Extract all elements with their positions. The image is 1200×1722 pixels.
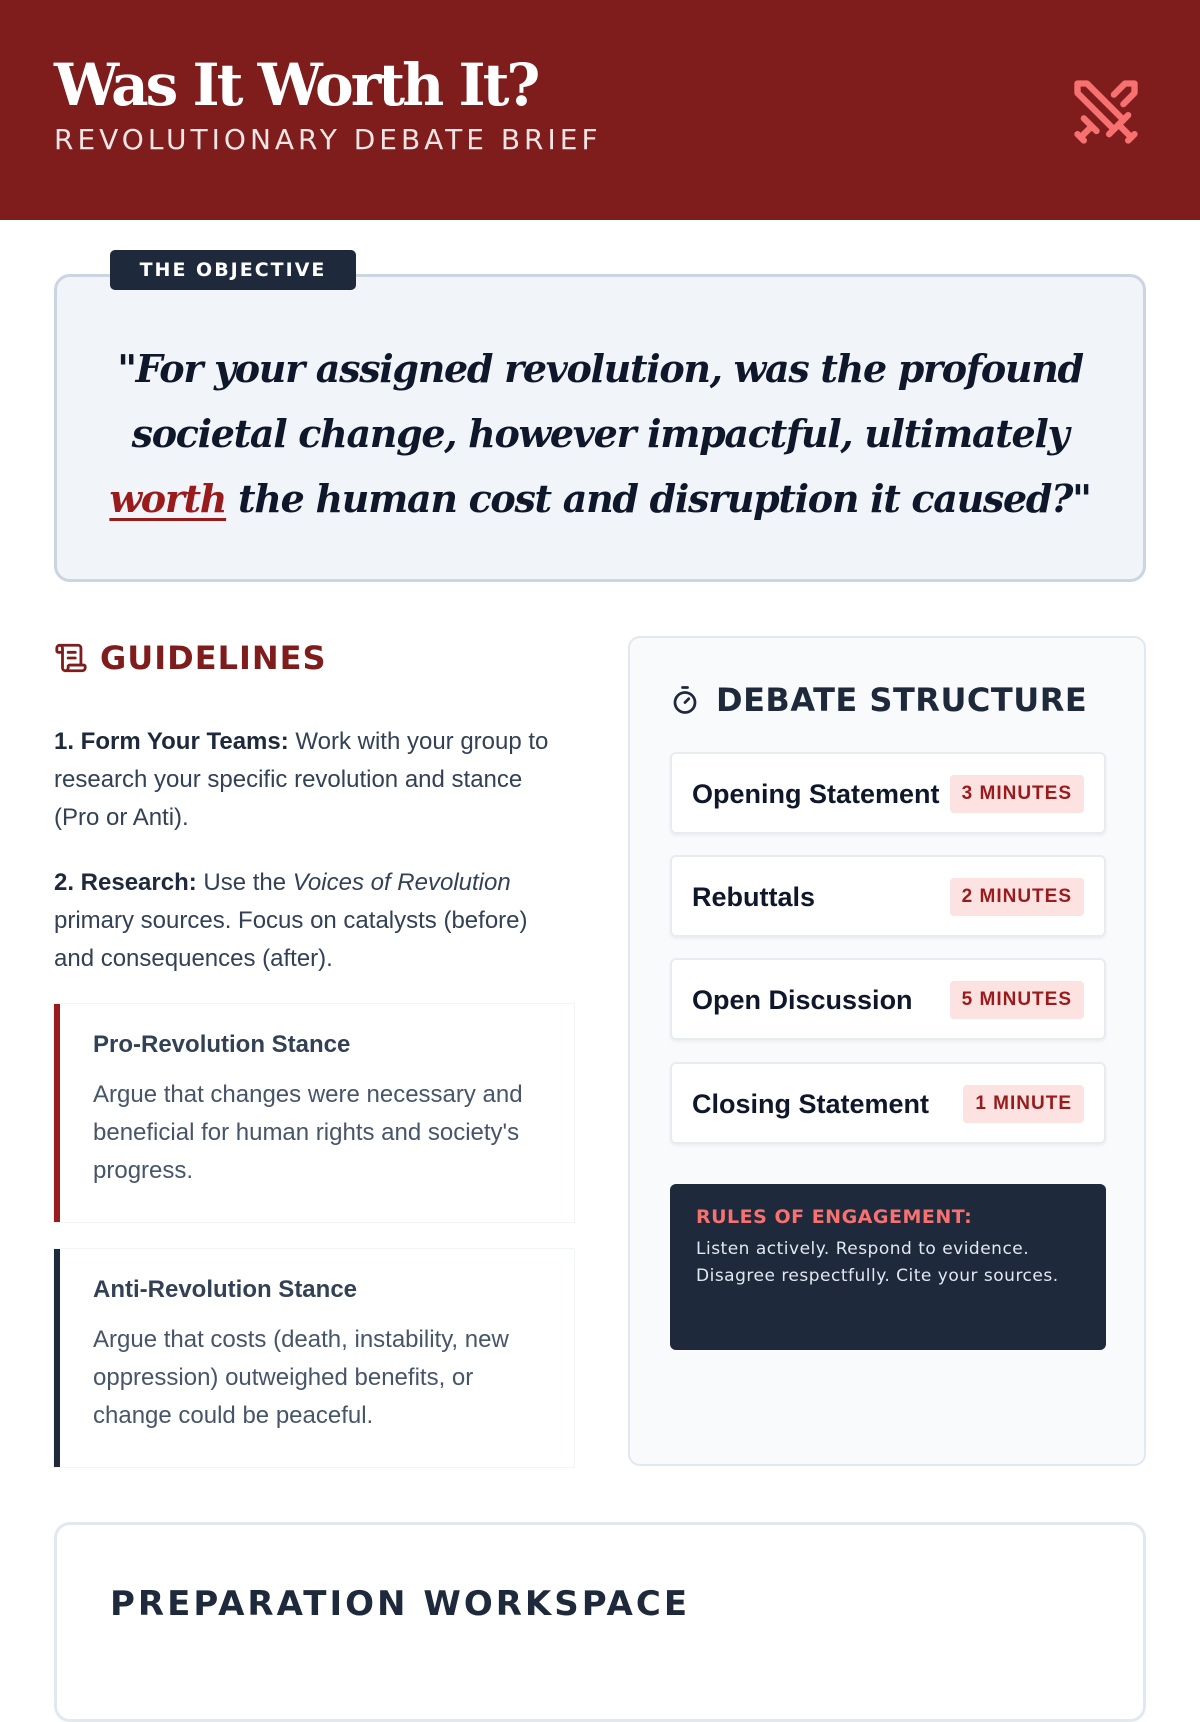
step-text: Use the — [196, 869, 293, 896]
scroll-icon — [54, 641, 88, 675]
guidelines-heading — [54, 638, 327, 678]
pro-stance-card — [54, 1004, 574, 1222]
stance-description: Argue that costs (death, instability, new oppression) outweighed benefits, or change could be peaceful. — [93, 1326, 509, 1429]
stance-description: Argue that changes were necessary and beneficial for human rights and society's progress. — [93, 1081, 523, 1184]
debate-structure-heading — [670, 680, 1087, 720]
segment-open-discussion — [670, 958, 1106, 1040]
step-label: 2. Research: — [54, 869, 197, 896]
debate-structure-title: DEBATE STRUCTURE — [716, 681, 1088, 719]
workspace-title: PREPARATION WORKSPACE — [110, 1584, 691, 1624]
step-text-end: primary sources. Focus on catalysts (before) and consequences (after). — [54, 907, 528, 972]
segment-rebuttals — [670, 855, 1106, 937]
stance-title: Pro-Revolution Stance — [93, 1031, 351, 1058]
page-header — [0, 0, 1200, 220]
rules-of-engagement — [670, 1184, 1106, 1350]
quote-keyword: worth — [109, 476, 227, 521]
quote-text-start: "For your assigned revolution, was the profound societal change, however impactful, ultimately — [117, 346, 1083, 456]
duration-badge: 1 MINUTE — [963, 1085, 1084, 1123]
guidelines-title: GUIDELINES — [100, 639, 327, 677]
objective-tag: THE OBJECTIVE — [110, 250, 356, 290]
duration-badge: 5 MINUTES — [950, 981, 1084, 1019]
page-title: Was It Worth It? — [54, 51, 538, 119]
segment-name: Opening Statement — [692, 779, 940, 809]
source-title: Voices of Revolution — [292, 869, 511, 896]
step-text: Work with your group to research your specific revolution and stance (Pro or Anti). — [54, 728, 549, 831]
rules-text: Listen actively. Respond to evidence. Disagree respectfully. Cite your sources. — [696, 1239, 1059, 1286]
segment-name: Closing Statement — [692, 1089, 930, 1119]
anti-stance-card — [54, 1249, 574, 1467]
segment-name: Open Discussion — [692, 985, 913, 1015]
step-label: 1. Form Your Teams: — [54, 728, 289, 755]
quote-text-end: the human cost and disruption it caused?" — [226, 476, 1091, 521]
stance-title: Anti-Revolution Stance — [93, 1276, 358, 1303]
crossed-swords-icon — [1068, 74, 1144, 150]
duration-badge: 2 MINUTES — [950, 878, 1084, 916]
segment-closing-statement — [670, 1062, 1106, 1144]
objective-question — [80, 336, 1120, 531]
guideline-step-research — [54, 864, 574, 978]
page-subtitle: REVOLUTIONARY DEBATE BRIEF — [54, 123, 602, 156]
segment-opening-statement — [670, 752, 1106, 834]
rules-title: RULES OF ENGAGEMENT: — [696, 1206, 973, 1228]
guideline-step-teams — [54, 723, 574, 837]
segment-name: Rebuttals — [692, 882, 816, 912]
timer-icon — [670, 685, 700, 715]
duration-badge: 3 MINUTES — [950, 775, 1084, 813]
